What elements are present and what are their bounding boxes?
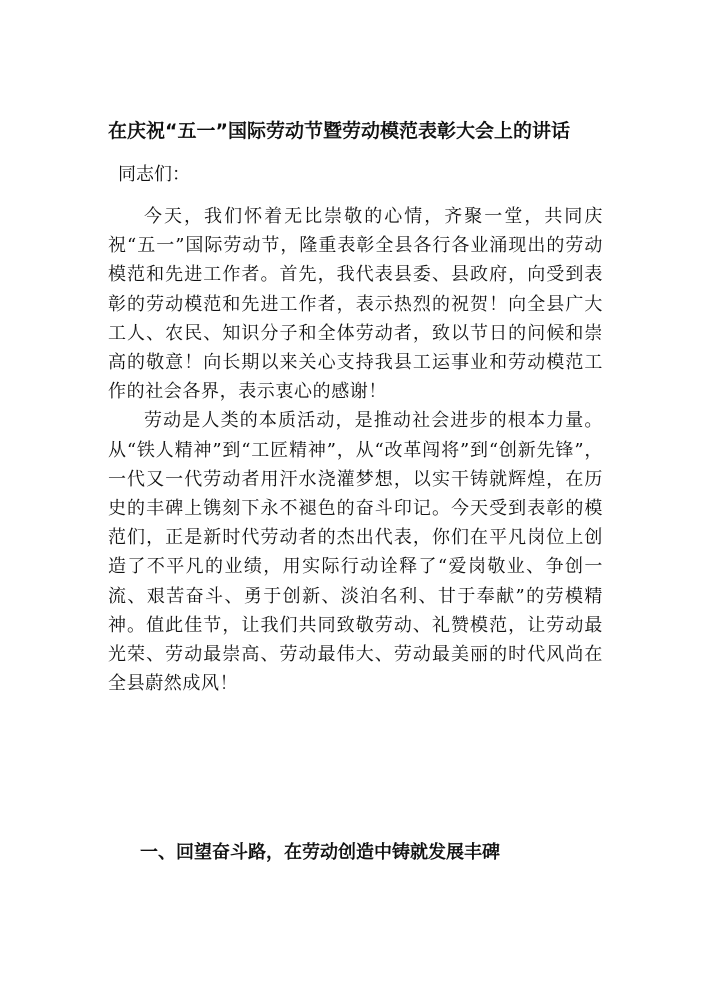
paragraph-opening: 今天，我们怀着无比崇敬的心情，齐聚一堂，共同庆祝“五一”国际劳动节，隆重表彰全县各行各业涌现出的劳动模范和先进工作者。首先，我代表县委、县政府，向受到表彰的劳动模范和先进工作者，表示热烈的祝贺！向全县广大工人、农民、知识分子和全体劳动者，致以节日的问候和崇高的敬意！向长期以来关心支持我县工运事业和劳动模范工作的社会各界，表示衷心的感谢！ — [108, 206, 603, 403]
document-title: 在庆祝“五一”国际劳动节暨劳动模范表彰大会上的讲话 — [108, 120, 570, 142]
paragraph-labor-spirit: 劳动是人类的本质活动，是推动社会进步的根本力量。从“铁人精神”到“工匠精神”，从“改革闯将”到“创新先锋”，一代又一代劳动者用汗水浇灌梦想，以实干铸就辉煌，在历史的丰碑上镌刻下永不褪色的奋斗印记。今天受到表彰的模范们，正是新时代劳动者的杰出代表，你们在平凡岗位上创造了不平凡的业绩，用实际行动诠释了“爱岗敬业、争创一流、艰苦奋斗、勇于创新、淡泊名利、甘于奉献”的劳模精神。值此佳节，让我们共同致敬劳动、礼赞模范，让劳动最光荣、劳动最崇高、劳动最伟大、劳动最美丽的时代风尚在全县蔚然成风！ — [108, 410, 603, 695]
document-body — [108, 202, 603, 698]
section-heading: 一、回望奋斗路，在劳动创造中铸就发展丰碑 — [140, 842, 500, 863]
salutation: 同志们： — [118, 164, 190, 185]
